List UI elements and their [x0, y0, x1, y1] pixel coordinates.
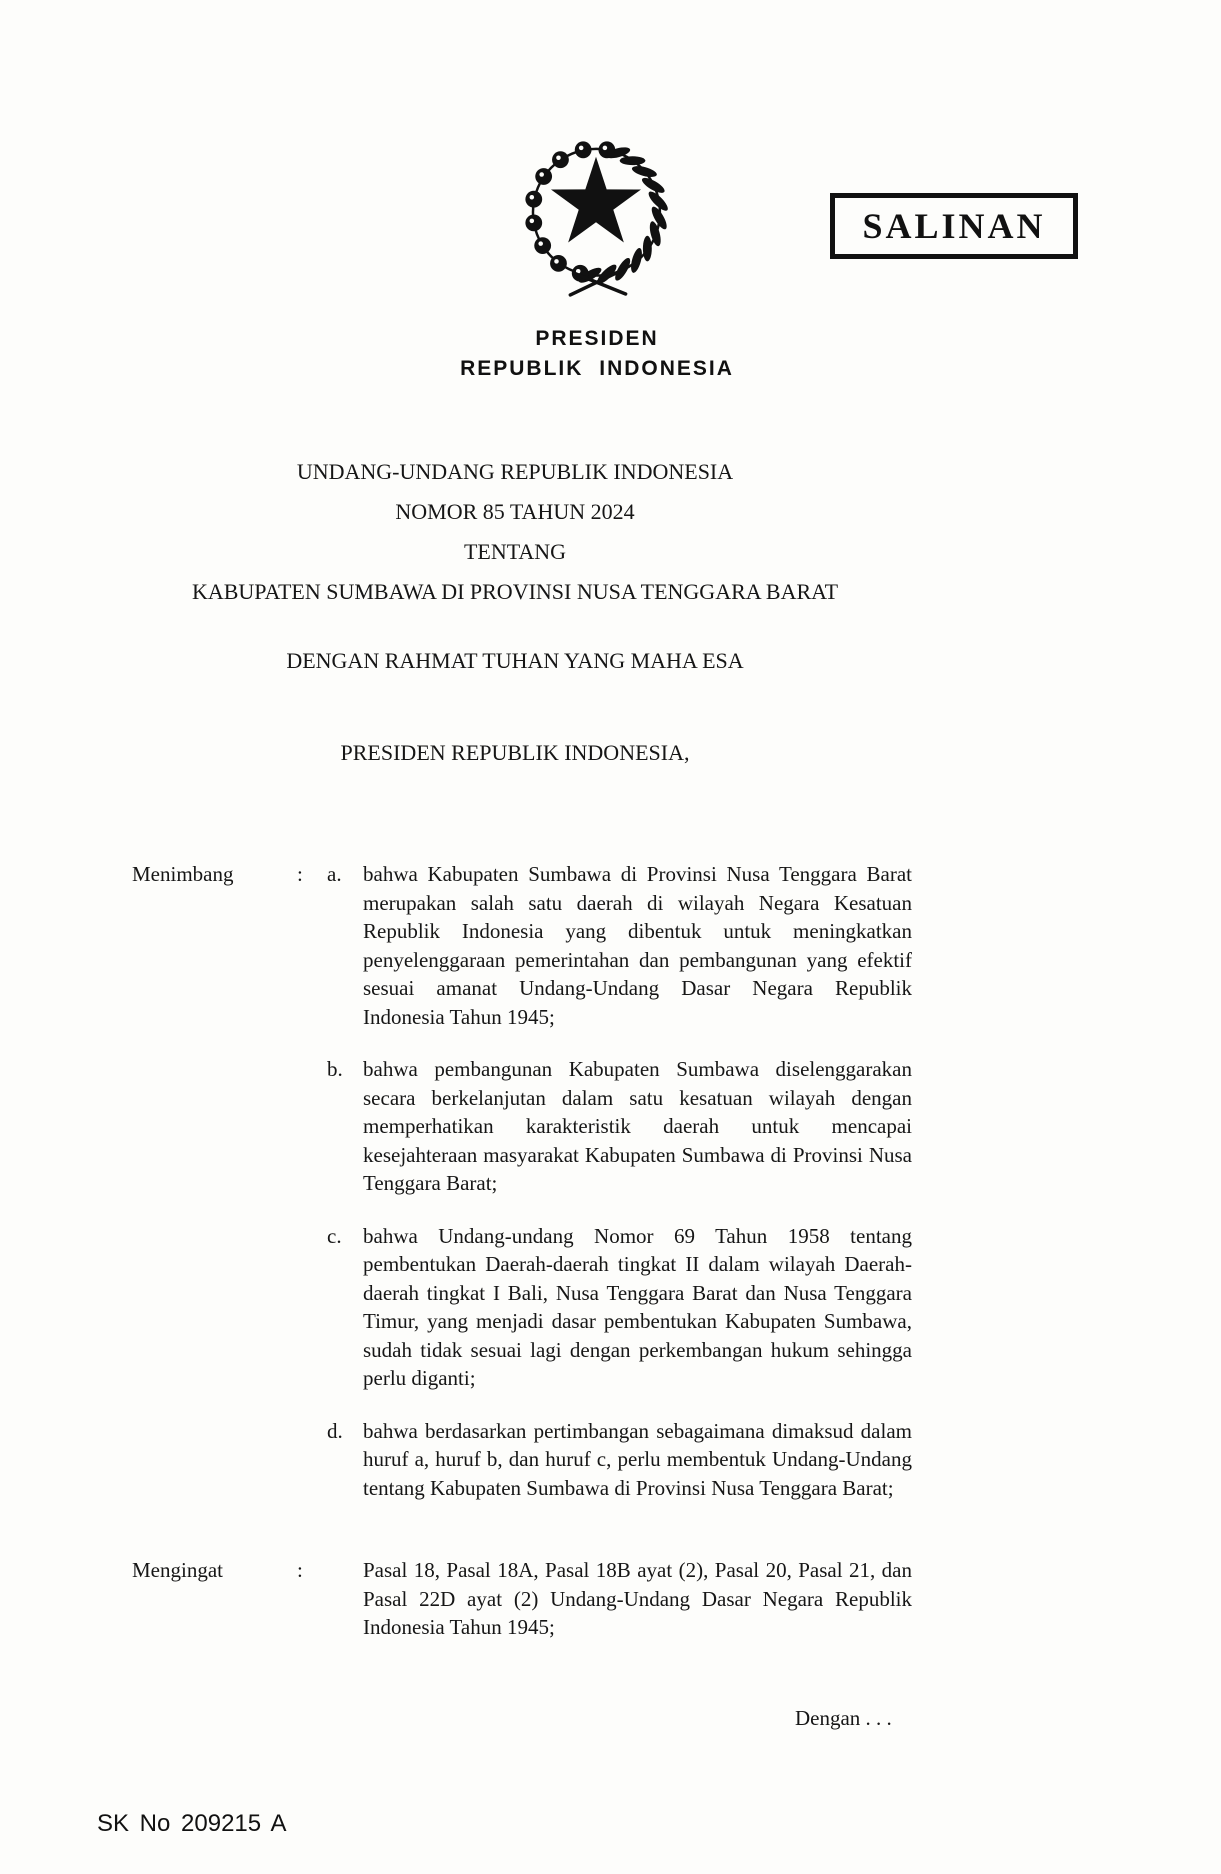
remembering-items [327, 1556, 912, 1642]
star-wreath-emblem-icon [517, 128, 675, 300]
item-marker: d. [327, 1418, 343, 1443]
item-marker: a. [327, 862, 342, 886]
salinan-stamp-label: SALINAN [862, 206, 1046, 246]
sk-number: SK No 209215 A [97, 1810, 287, 1837]
title-line-2: NOMOR 85 TAHUN 2024 [395, 499, 635, 524]
catchword: Dengan . . . [795, 1706, 892, 1730]
item-text: bahwa Kabupaten Sumbawa di Provinsi Nusa Tenggara Barat merupakan salah satu daerah di wilayah Negara Kesatuan Republik Indonesia yang dibentuk untuk meningkatkan penyelenggaraan pemerintahan dan pembangunan yang efektif sesuai amanat Undang-Undang Dasar Negara Republik Indonesia Tahun 1945; [363, 862, 912, 1029]
considering-label: Menimbang [132, 862, 234, 886]
item-text: bahwa Undang-undang Nomor 69 Tahun 1958 tentang pembentukan Daerah-daerah tingkat II dalam wilayah Daerah-daerah tingkat I Bali, Nusa Tenggara Barat dan Nusa Tenggara Timur, yang menjadi dasar pembentukan Kabupaten Sumbawa, sudah tidak sesuai lagi dengan perkembangan hukum sehingga perlu diganti; [363, 1223, 912, 1390]
title-line-4: KABUPATEN SUMBAWA DI PROVINSI NUSA TENGGARA BARAT [191, 579, 839, 604]
remembering-colon: : [297, 1558, 303, 1582]
item-text: bahwa berdasarkan pertimbangan sebagaimana dimaksud dalam huruf a, huruf b, dan huruf c, perlu membentuk Undang-Undang tentang Kabupaten Sumbawa di Provinsi Nusa Tenggara Barat; [363, 1418, 912, 1500]
considering-item-a [327, 860, 912, 1031]
title-line-1: UNDANG-UNDANG REPUBLIK INDONESIA [296, 459, 734, 484]
authority-line: PRESIDEN REPUBLIK INDONESIA, [340, 740, 690, 765]
considering-item-d [327, 1417, 912, 1503]
considering-item-b [327, 1055, 912, 1198]
considering-items [327, 860, 912, 1502]
salinan-stamp [830, 193, 1078, 259]
remembering-label: Mengingat [132, 1558, 223, 1582]
letterhead-republik-indonesia: REPUBLIK INDONESIA [460, 357, 734, 380]
item-marker: c. [327, 1223, 342, 1248]
remembering-text: Pasal 18, Pasal 18A, Pasal 18B ayat (2), Pasal 20, Pasal 21, dan Pasal 22D ayat (2) Undang-Undang Dasar Negara Republik Indonesia Tahun 1945; [363, 1558, 912, 1639]
item-text: bahwa pembangunan Kabupaten Sumbawa diselenggarakan secara berkelanjutan dalam satu kesatuan wilayah dengan memperhatikan karakteristik daerah untuk mencapai kesejahteraan masyarakat Kabupaten Sumbawa di Provinsi Nusa Tenggara Barat; [363, 1057, 912, 1195]
considering-colon: : [297, 862, 303, 886]
considering-section [132, 860, 912, 1502]
letterhead-presiden: PRESIDEN [535, 327, 659, 350]
invocation-line: DENGAN RAHMAT TUHAN YANG MAHA ESA [286, 648, 744, 673]
item-marker: b. [327, 1057, 343, 1081]
remembering-section [132, 1556, 912, 1642]
considering-item-c [327, 1222, 912, 1393]
document-title-block [0, 452, 1030, 612]
title-line-3: TENTANG [463, 539, 567, 564]
letterhead [397, 324, 797, 384]
